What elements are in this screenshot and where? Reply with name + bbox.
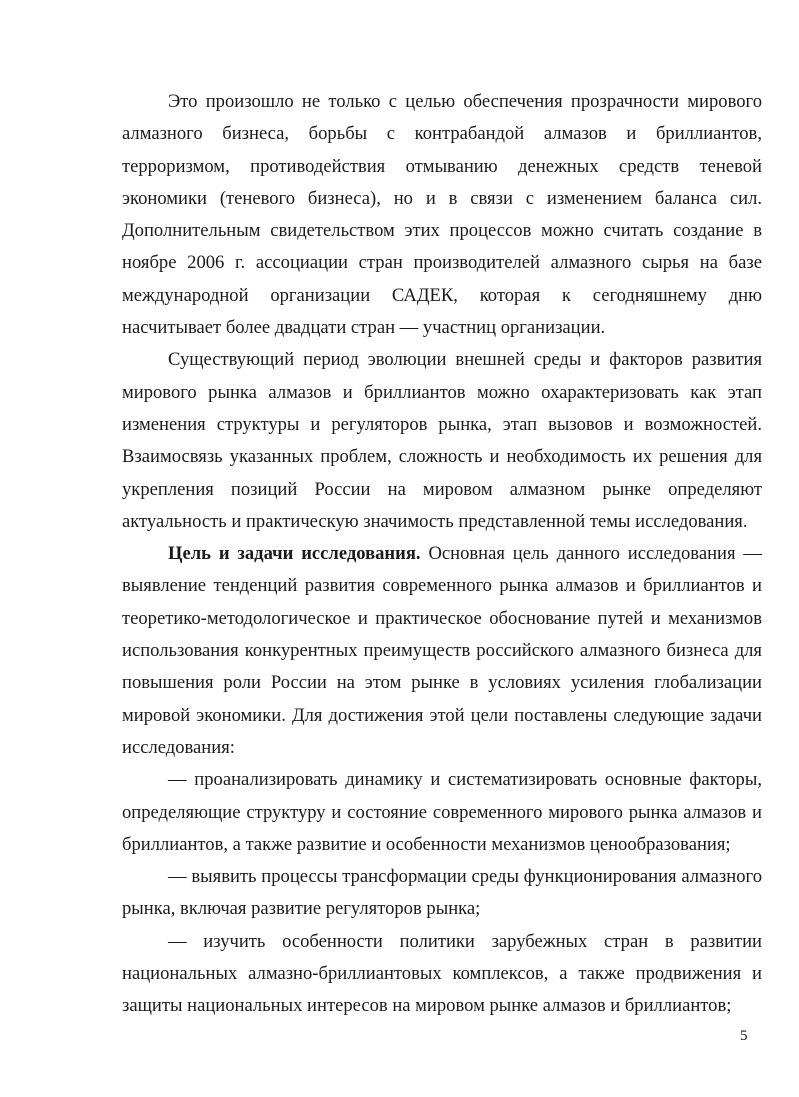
document-page [122, 86, 762, 1023]
paragraph-relevance: Существующий период эволюции внешней среды и факторов развития мирового рынка алмазов и бриллиантов можно охарактеризовать как этап изменения структуры и регуляторов рынка, этап вызовов и возможностей. Взаимосвязь указанных проблем, сложность и необходимость их решения для укрепления позиций России на мировом алмазном рынке определяют актуальность и практическую значимость представленной темы исследования. [122, 349, 762, 532]
section-heading-goal: Цель и задачи исследования. [168, 543, 421, 565]
task-item: — проанализировать динамику и систематизировать основные факторы, определяющие структуру и состояние современного мирового рынка алмазов и бриллиантов, а также развитие и особенности механизмов ценообразования; [122, 769, 762, 855]
goal-text: Основная цель данного исследования — выявление тенденций развития современного рынка алмазов и бриллиантов и теоретико-методологическое и практическое обоснование путей и механизмов использования конкурентных преимуществ российского алмазного бизнеса для повышения роли России на этом рынке в условиях усиления глобализации мировой экономики. Для достижения этой цели поставлены следующие задачи исследования: [122, 543, 763, 758]
page-number: 5 [740, 1028, 748, 1044]
paragraph-goal [122, 538, 762, 764]
paragraph-context: Это произошло не только с целью обеспечения прозрачности мирового алмазного бизнеса, борьбы с контрабандой алмазов и бриллиантов, терроризмом, противодействия отмыванию денежных средств теневой экономики (теневого бизнеса), но и в связи с изменением баланса сил. Дополнительным свидетельством этих процессов можно считать создание в ноябре 2006 г. ассоциации стран производителей алмазного сырья на базе международной организации САДЕК, которая к сегодняшнему дню насчитывает более двадцати стран — участниц организации. [122, 91, 762, 339]
task-item: — выявить процессы трансформации среды функционирования алмазного рынка, включая развитие регуляторов рынка; [122, 866, 762, 920]
task-item: — изучить особенности политики зарубежных стран в развитии национальных алмазно-бриллиантовых комплексов, а также продвижения и защиты национальных интересов на мировом рынке алмазов и бриллиантов; [122, 930, 762, 1017]
